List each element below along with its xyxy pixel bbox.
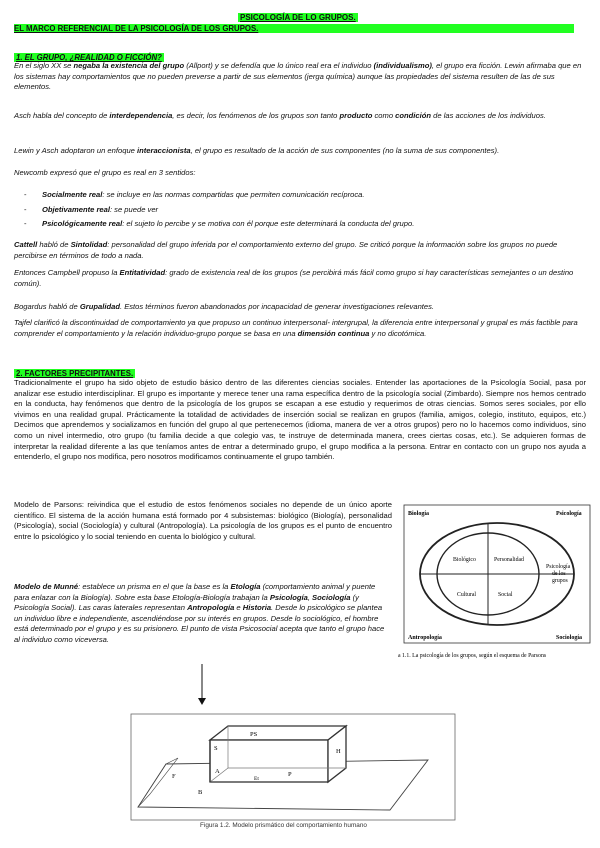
cell-label-biologico: Biológico [453, 557, 476, 563]
label-f: F [172, 773, 176, 780]
label-s: S [214, 745, 218, 752]
prism-figure [128, 712, 464, 832]
corner-label-biologia: Biología [408, 511, 430, 517]
section2-heading: 2. FACTORES PRECIPITANTES. [16, 369, 134, 378]
list-item: - Psicológicamente real: el sujeto lo percibe y se motiva con él porque este determinará la conducta del grupo. [14, 217, 586, 232]
list-item: - Objetivamente real: se puede ver [14, 203, 586, 218]
section1-paragraph-4: Newcomb expresó que el grupo es real en 3 sentidos: [14, 168, 196, 177]
corner-label-sociologia: Sociología [556, 635, 583, 641]
parsons-paragraph: Modelo de Parsons: reivindica que el estudio de estos fenómenos sociales no depende de un único aporte científico. El sistema de la acción humana está formado por 4 subsistemas: biológico (Biología), personalidad (Psicología), social (Sociología) y cultural (Antropología). La psicología de los grupos es el punto de encuentro entre lo psicológico y lo social teniendo en cuenta lo biológico y cultural. [14, 500, 392, 541]
down-arrow-icon [196, 664, 208, 706]
corner-label-antropologia: Antropología [408, 635, 442, 641]
outside-label-line1: Psicología [546, 564, 571, 570]
label-a: A [215, 768, 220, 775]
real-senses-list [14, 188, 586, 232]
cell-label-social: Social [498, 592, 513, 598]
document-title: PSICOLOGÍA DE LO GRUPOS. [240, 13, 356, 22]
section1-paragraph-6: Entonces Campbell propuso la Entitatividad: grado de existencia real de los grupos (se percibirá más fácil como grupo si hay características semejantes o un destino común). [14, 268, 574, 288]
label-ps: PS [250, 731, 258, 738]
munne-paragraph: Modelo de Munné: establece un prisma en el que la base es la Etología (comportamiento animal y puente para enlazar con la Biología). Sobre esta base Etología-Biología trabajan la Psicología, Sociología (y Psicología Social). Las caras laterales representan Antropología e Historia. Desde lo psicológico se plantea un individuo libre e independiente, ascendiéndose por su interés en grupos. Desde lo sociológico, el hombre está determinado por el grupo y es su prisionero. El punto de vista Psicosocial acepta que tanto el grupo hace al individuo como viceversa. [14, 582, 385, 644]
label-h: H [336, 748, 341, 755]
cell-label-cultural: Cultural [457, 592, 476, 598]
list-item: - Socialmente real: se incluye en las normas compartidas que permiten comunicación recíproca. [14, 188, 586, 203]
section1-paragraph-1: En el siglo XX se negaba la existencia del grupo (Allport) y se defendía que lo único real era el individuo (individualismo), el grupo era ficción. Lewin afirmaba que en los sistemas hay comportamientos que no pueden preverse a partir de sus elementos (jerga química) aunque las propiedades del sistema resulten de las de sus elementos. [14, 61, 582, 92]
section1-paragraph-5: Cattell habló de Sintolidad: personalidad del grupo inferida por el comportamiento externo del grupo. Se criticó porque la información sobre los grupos no puede percibirse en términos de todo a nada. [14, 240, 558, 260]
section2-paragraph-1: Tradicionalmente el grupo ha sido objeto de estudio básico dentro de las diferentes ciencias sociales. Entender las aportaciones de la Psicología Social, pasa por analizar ese estudio interdisciplinar. El grupo es importante y merece tener una rama específica dentro de la psicología social (Zimbardo). Siempre nos hemos centrado en la conducta, hay fenómenos que dentro de la psicología de los grupos se escapan a ese estudio y requerimos de otras ciencias. Somos seres sociales, por ello vivimos en una realidad grupal. Prácticamente la totalidad de actividades de inserción social se realizan en grupos (familia, amigos, colegio, instituto, equipos, etc.) Decimos que aprendemos y socializamos en función del grupo al que pertenecemos (idioma, manera de ver a otros grupos) pero no lo hacemos como individuos, sino como un nivel intermedio, otro grupo (tu familia decide a que colegio vas, te instruye de determinada manera, crees ciertas cosas, etc.). Se adquieren formas de interpretar la realidad diferente a las que teníamos antes de entrar a determinado grupo, el grupo modifica a la persona. Entrar en contacto con un grupo nos ayuda a entenderlo, el grupo nos modifica, pero nosotros modificamos continuamente el grupo también. [14, 378, 586, 462]
label-et: Et [254, 776, 259, 782]
section1-paragraph-3: Lewin y Asch adoptaron un enfoque interaccionista, el grupo es resultado de la acción de sus componentes (no la suma de sus componentes). [14, 146, 500, 155]
figure2-caption: Figura 1.2. Modelo prismático del comportamiento humano [200, 822, 367, 829]
figure1-caption: a 1.1. La psicología de los grupos, según el esquema de Parsons [398, 653, 547, 659]
section1-paragraph-2: Asch habla del concepto de interdependencia, es decir, los fenómenos de los grupos son tanto producto como condición de las acciones de los individuos. [14, 111, 546, 120]
corner-label-psicologia: Psicología [556, 511, 582, 517]
section1-paragraph-8: Tajfel clarificó la discontinuidad de comportamiento ya que propuso un continuo interpersonal- intergrupal, la diferencia entre interpersonal y grupal es más factible para comprender el comportamiento y la relación individuo-grupo porque se basa en una dimensión continua y no dicotómica. [14, 318, 578, 338]
cell-label-personalidad: Personalidad [494, 557, 524, 563]
section1-paragraph-7: Bogardus habló de Grupalidad. Estos términos fueron abandonados por incapacidad de generar investigaciones relevantes. [14, 302, 435, 311]
outside-label-line3: grupos [552, 578, 568, 584]
outside-label-line2: de los [552, 571, 566, 577]
prism-top [210, 726, 346, 740]
parsons-figure [398, 503, 598, 661]
label-b: B [198, 789, 203, 796]
document-subtitle: EL MARCO REFERENCIAL DE LA PSICOLOGÍA DE LOS GRUPOS. [14, 24, 574, 33]
section1-heading: 1. EL GRUPO, ¿REALIDAD O FICCIÓN? [16, 53, 162, 62]
label-p: P [288, 771, 292, 778]
